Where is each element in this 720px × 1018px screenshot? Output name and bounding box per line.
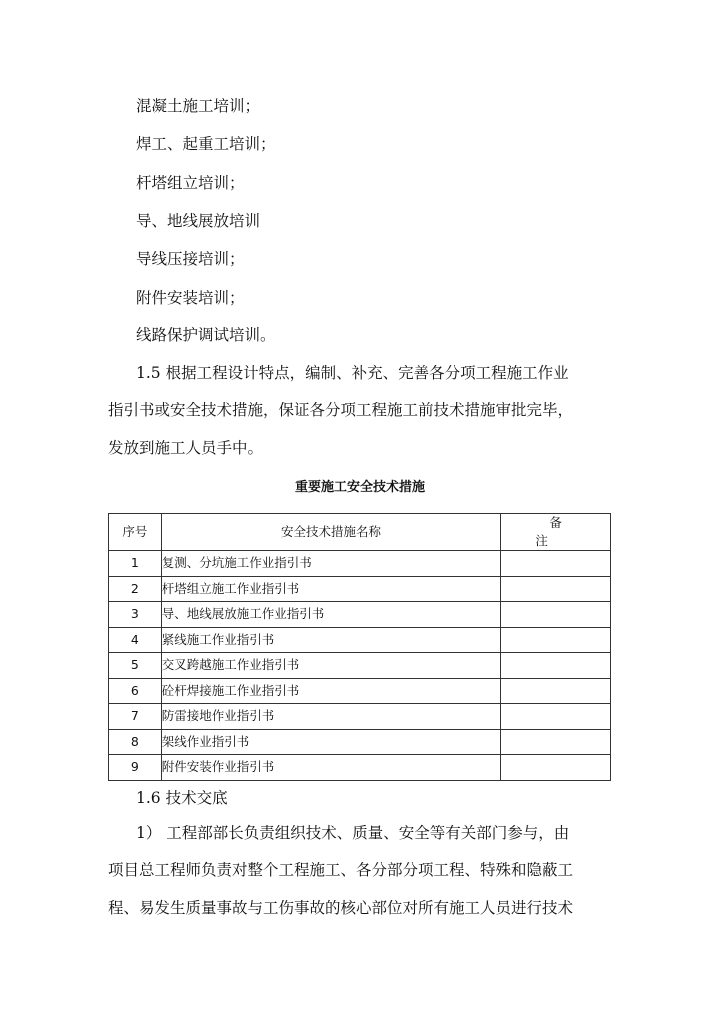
table-row: [109, 755, 611, 781]
table-row: [109, 678, 611, 704]
table-row: [109, 602, 611, 628]
table-header-row: [109, 514, 611, 551]
section-1-6-line: 程、易发生质量事故与工伤事故的核心部位对所有施工人员进行技术: [108, 899, 574, 917]
row-remark: [501, 576, 611, 602]
training-item: 焊工、起重工培训；: [136, 135, 276, 153]
row-remark: [501, 755, 611, 781]
training-item: 线路保护调试培训。: [136, 326, 276, 344]
section-1-6-line: 1） 工程部部长负责组织技术、质量、安全等有关部门参与，由: [136, 824, 570, 842]
row-name: 架线作业指引书: [161, 729, 500, 755]
table-row: [109, 729, 611, 755]
row-name: 紧线施工作业指引书: [161, 627, 500, 653]
row-remark: [501, 602, 611, 628]
table-row: [109, 627, 611, 653]
row-no: 9: [109, 755, 162, 781]
row-remark: [501, 729, 611, 755]
row-name: 砼杆焊接施工作业指引书: [161, 678, 500, 704]
section-1-5-line: 1.5 根据工程设计特点，编制、补充、完善各分项工程施工作业: [136, 364, 569, 382]
row-no: 5: [109, 653, 162, 679]
row-name: 杆塔组立施工作业指引书: [161, 576, 500, 602]
safety-measures-table: [108, 513, 611, 781]
row-name: 附件安装作业指引书: [161, 755, 500, 781]
row-name: 导、地线展放施工作业指引书: [161, 602, 500, 628]
section-1-6-heading: 1.6 技术交底: [136, 789, 228, 807]
row-remark: [501, 653, 611, 679]
row-remark: [501, 551, 611, 577]
header-remark: [501, 514, 611, 551]
header-no: 序号: [109, 514, 162, 551]
row-remark: [501, 627, 611, 653]
header-name: 安全技术措施名称: [161, 514, 500, 551]
training-item: 附件安装培训；: [136, 289, 245, 307]
row-no: 7: [109, 704, 162, 730]
training-item: 导线压接培训；: [136, 250, 245, 268]
table-row: [109, 551, 611, 577]
row-name: 交叉跨越施工作业指引书: [161, 653, 500, 679]
row-remark: [501, 704, 611, 730]
table-row: [109, 704, 611, 730]
section-1-5-line: 发放到施工人员手中。: [108, 439, 264, 457]
row-no: 2: [109, 576, 162, 602]
row-no: 3: [109, 602, 162, 628]
row-no: 4: [109, 627, 162, 653]
table-title: 重要施工安全技术措施: [294, 480, 425, 495]
training-item: 导、地线展放培训: [136, 212, 261, 230]
row-no: 1: [109, 551, 162, 577]
row-no: 6: [109, 678, 162, 704]
training-item: 杆塔组立培训；: [136, 174, 245, 192]
section-1-6-line: 项目总工程师负责对整个工程施工、各分部分项工程、特殊和隐蔽工: [108, 861, 574, 879]
row-name: 防雷接地作业指引书: [161, 704, 500, 730]
header-remark-label: 备注: [535, 515, 590, 548]
row-remark: [501, 678, 611, 704]
table-row: [109, 576, 611, 602]
training-item: 混凝土施工培训；: [136, 97, 261, 115]
table-row: [109, 653, 611, 679]
section-1-5-line: 指引书或安全技术措施，保证各分项工程施工前技术措施审批完毕，: [108, 401, 574, 419]
row-no: 8: [109, 729, 162, 755]
row-name: 复测、分坑施工作业指引书: [161, 551, 500, 577]
